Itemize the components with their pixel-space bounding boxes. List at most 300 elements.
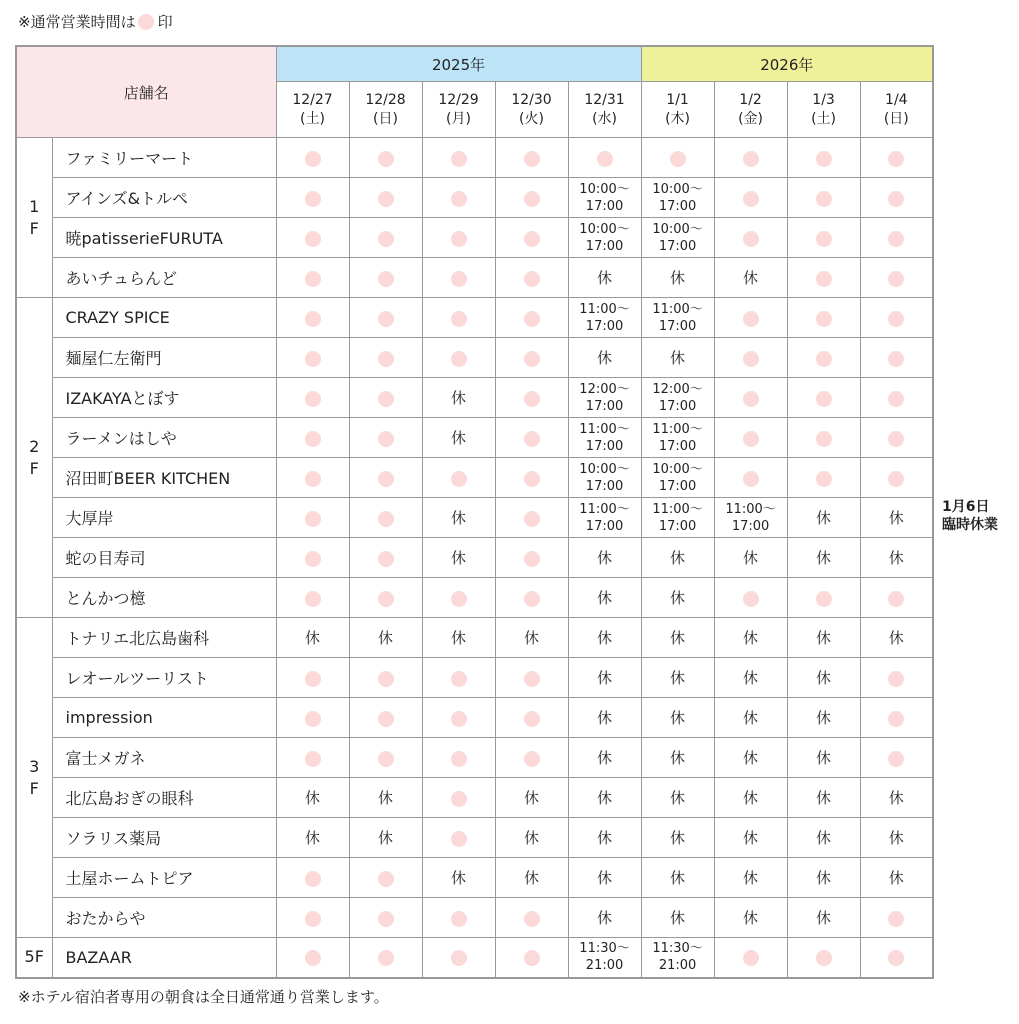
hours-cell: 10:00〜 17:00 <box>568 178 641 218</box>
schedule-cell <box>276 218 349 258</box>
schedule-cell <box>860 338 933 378</box>
schedule-cell <box>422 458 495 498</box>
closed-cell: 休 <box>714 538 787 578</box>
store-name: impression <box>52 698 276 738</box>
store-name: 蛇の目寿司 <box>52 538 276 578</box>
store-name: 麺屋仁左衛門 <box>52 338 276 378</box>
schedule-cell <box>714 178 787 218</box>
store-name: BAZAAR <box>52 938 276 978</box>
table-row <box>16 698 933 738</box>
floor-label: 1 F <box>16 138 52 298</box>
pink-circle-icon <box>451 151 467 167</box>
store-name: IZAKAYAとぼす <box>52 378 276 418</box>
closed-cell: 休 <box>641 898 714 938</box>
pink-circle-icon <box>816 271 832 287</box>
store-name: おたからや <box>52 898 276 938</box>
pink-circle-icon <box>378 671 394 687</box>
legend-note <box>18 9 173 35</box>
pink-circle-icon <box>378 711 394 727</box>
pink-circle-icon <box>743 391 759 407</box>
pink-circle-icon <box>451 671 467 687</box>
closed-cell: 休 <box>860 778 933 818</box>
store-name: アインズ&トルペ <box>52 178 276 218</box>
schedule-cell <box>860 138 933 178</box>
schedule-cell <box>349 498 422 538</box>
schedule-cell <box>276 458 349 498</box>
schedule-cell <box>276 538 349 578</box>
store-name: 富士メガネ <box>52 738 276 778</box>
schedule-cell <box>860 698 933 738</box>
table-row <box>16 658 933 698</box>
pink-circle-icon <box>378 471 394 487</box>
schedule-cell <box>422 578 495 618</box>
schedule-cell <box>422 258 495 298</box>
date-header <box>641 82 714 138</box>
table-row <box>16 778 933 818</box>
schedule-cell <box>568 138 641 178</box>
store-name: とんかつ檍 <box>52 578 276 618</box>
pink-circle-icon <box>378 950 394 966</box>
hours-cell: 10:00〜 17:00 <box>641 458 714 498</box>
closed-cell: 休 <box>641 658 714 698</box>
table-row <box>16 738 933 778</box>
floor-label: 2 F <box>16 298 52 618</box>
pink-circle-icon <box>138 14 154 30</box>
table-row <box>16 818 933 858</box>
closed-cell: 休 <box>568 618 641 658</box>
pink-circle-icon <box>451 191 467 207</box>
closed-cell: 休 <box>787 858 860 898</box>
hours-cell: 11:00〜 17:00 <box>568 418 641 458</box>
closed-cell: 休 <box>641 698 714 738</box>
schedule-cell <box>860 578 933 618</box>
table-row <box>16 178 933 218</box>
breakfast-note: ※ホテル宿泊者専用の朝食は全日通常通り営業します。 <box>18 988 389 1006</box>
pink-circle-icon <box>888 751 904 767</box>
closed-cell: 休 <box>422 618 495 658</box>
pink-circle-icon <box>888 950 904 966</box>
hours-cell: 12:00〜 17:00 <box>568 378 641 418</box>
floor-label: 3 F <box>16 618 52 938</box>
closed-cell: 休 <box>568 578 641 618</box>
schedule-cell <box>276 658 349 698</box>
schedule-cell <box>860 738 933 778</box>
pink-circle-icon <box>451 950 467 966</box>
pink-circle-icon <box>305 431 321 447</box>
closed-cell: 休 <box>568 738 641 778</box>
store-name: トナリエ北広島歯科 <box>52 618 276 658</box>
date-label: 1/2 <box>739 91 762 108</box>
schedule-cell <box>641 138 714 178</box>
pink-circle-icon <box>888 231 904 247</box>
closed-cell: 休 <box>568 818 641 858</box>
pink-circle-icon <box>451 751 467 767</box>
schedule-cell <box>495 738 568 778</box>
schedule-cell <box>349 338 422 378</box>
table-row <box>16 578 933 618</box>
closed-cell: 休 <box>860 858 933 898</box>
store-name-header: 店舗名 <box>16 46 276 138</box>
pink-circle-icon <box>524 471 540 487</box>
pink-circle-icon <box>524 351 540 367</box>
table-row <box>16 898 933 938</box>
closed-cell: 休 <box>349 618 422 658</box>
pink-circle-icon <box>816 151 832 167</box>
schedule-cell <box>787 378 860 418</box>
store-name: 大厚岸 <box>52 498 276 538</box>
schedule-cell <box>276 898 349 938</box>
schedule-cell <box>349 738 422 778</box>
pink-circle-icon <box>816 311 832 327</box>
holiday-schedule-table <box>15 45 934 979</box>
table-row <box>16 498 933 538</box>
closed-cell: 休 <box>568 898 641 938</box>
schedule-cell <box>714 338 787 378</box>
pink-circle-icon <box>524 591 540 607</box>
schedule-cell <box>276 698 349 738</box>
closed-cell: 休 <box>641 858 714 898</box>
schedule-cell <box>787 938 860 978</box>
pink-circle-icon <box>888 151 904 167</box>
schedule-cell <box>349 538 422 578</box>
store-name: CRAZY SPICE <box>52 298 276 338</box>
hours-cell: 12:00〜 17:00 <box>641 378 714 418</box>
schedule-cell <box>349 258 422 298</box>
closed-cell: 休 <box>860 538 933 578</box>
closed-cell: 休 <box>787 738 860 778</box>
store-name: あいチュらんど <box>52 258 276 298</box>
store-name: 北広島おぎの眼科 <box>52 778 276 818</box>
schedule-cell <box>714 378 787 418</box>
schedule-cell <box>787 458 860 498</box>
pink-circle-icon <box>305 911 321 927</box>
schedule-cell <box>714 578 787 618</box>
schedule-cell <box>422 178 495 218</box>
closed-cell: 休 <box>787 538 860 578</box>
pink-circle-icon <box>378 511 394 527</box>
hours-cell: 11:00〜 17:00 <box>641 418 714 458</box>
pink-circle-icon <box>743 311 759 327</box>
hours-cell: 10:00〜 17:00 <box>641 218 714 258</box>
day-label: (月) <box>446 110 471 127</box>
closed-cell: 休 <box>568 658 641 698</box>
side-note-temporary-closure: 1月6日 臨時休業 <box>942 499 998 533</box>
schedule-cell <box>349 658 422 698</box>
schedule-cell <box>495 138 568 178</box>
schedule-cell <box>787 138 860 178</box>
closed-cell: 休 <box>495 778 568 818</box>
schedule-cell <box>276 858 349 898</box>
closed-cell: 休 <box>568 778 641 818</box>
closed-cell: 休 <box>422 418 495 458</box>
table-row <box>16 378 933 418</box>
table-row <box>16 858 933 898</box>
pink-circle-icon <box>305 351 321 367</box>
hours-cell: 11:00〜 17:00 <box>714 498 787 538</box>
closed-cell: 休 <box>641 338 714 378</box>
schedule-cell <box>714 458 787 498</box>
pink-circle-icon <box>305 271 321 287</box>
schedule-cell <box>495 898 568 938</box>
pink-circle-icon <box>816 191 832 207</box>
pink-circle-icon <box>378 591 394 607</box>
closed-cell: 休 <box>422 378 495 418</box>
pink-circle-icon <box>816 351 832 367</box>
hours-cell: 11:30〜 21:00 <box>641 938 714 978</box>
pink-circle-icon <box>524 391 540 407</box>
closed-cell: 休 <box>714 618 787 658</box>
schedule-cell <box>860 938 933 978</box>
schedule-cell <box>495 178 568 218</box>
schedule-cell <box>860 178 933 218</box>
pink-circle-icon <box>305 671 321 687</box>
schedule-cell <box>276 378 349 418</box>
pink-circle-icon <box>524 911 540 927</box>
day-label: (土) <box>300 110 325 127</box>
closed-cell: 休 <box>787 498 860 538</box>
schedule-cell <box>860 898 933 938</box>
pink-circle-icon <box>524 511 540 527</box>
date-label: 12/30 <box>511 91 552 108</box>
table-header <box>16 46 933 138</box>
closed-cell: 休 <box>860 818 933 858</box>
pink-circle-icon <box>305 711 321 727</box>
schedule-cell <box>422 898 495 938</box>
date-header <box>714 82 787 138</box>
schedule-cell <box>787 578 860 618</box>
pink-circle-icon <box>451 471 467 487</box>
closed-cell: 休 <box>276 778 349 818</box>
pink-circle-icon <box>816 231 832 247</box>
pink-circle-icon <box>597 151 613 167</box>
date-label: 12/31 <box>584 91 625 108</box>
closed-cell: 休 <box>641 258 714 298</box>
closed-cell: 休 <box>714 778 787 818</box>
date-label: 12/28 <box>365 91 406 108</box>
pink-circle-icon <box>524 671 540 687</box>
schedule-cell <box>787 418 860 458</box>
pink-circle-icon <box>524 551 540 567</box>
schedule-cell <box>495 498 568 538</box>
closed-cell: 休 <box>641 738 714 778</box>
pink-circle-icon <box>378 271 394 287</box>
table-row <box>16 338 933 378</box>
schedule-cell <box>860 378 933 418</box>
table-row <box>16 538 933 578</box>
closed-cell: 休 <box>860 618 933 658</box>
day-label: (火) <box>519 110 544 127</box>
date-header <box>422 82 495 138</box>
schedule-cell <box>860 658 933 698</box>
table-row <box>16 458 933 498</box>
pink-circle-icon <box>670 151 686 167</box>
schedule-cell <box>714 138 787 178</box>
pink-circle-icon <box>378 551 394 567</box>
schedule-cell <box>495 938 568 978</box>
pink-circle-icon <box>378 351 394 367</box>
schedule-cell <box>495 418 568 458</box>
schedule-cell <box>276 498 349 538</box>
pink-circle-icon <box>451 711 467 727</box>
schedule-cell <box>349 458 422 498</box>
pink-circle-icon <box>305 950 321 966</box>
day-label: (日) <box>373 110 398 127</box>
pink-circle-icon <box>305 751 321 767</box>
schedule-cell <box>349 938 422 978</box>
pink-circle-icon <box>524 431 540 447</box>
schedule-cell <box>495 538 568 578</box>
schedule-cell <box>349 898 422 938</box>
schedule-cell <box>495 578 568 618</box>
pink-circle-icon <box>305 471 321 487</box>
closed-cell: 休 <box>568 698 641 738</box>
year-header: 2025年 <box>276 46 641 82</box>
date-label: 1/3 <box>812 91 835 108</box>
date-header <box>495 82 568 138</box>
hours-cell: 10:00〜 17:00 <box>641 178 714 218</box>
schedule-cell <box>349 418 422 458</box>
table-row <box>16 258 933 298</box>
day-label: (木) <box>665 110 691 127</box>
schedule-cell <box>714 418 787 458</box>
pink-circle-icon <box>888 431 904 447</box>
day-label: (土) <box>811 110 837 127</box>
closed-cell: 休 <box>641 618 714 658</box>
pink-circle-icon <box>888 671 904 687</box>
schedule-cell <box>349 298 422 338</box>
closed-cell: 休 <box>349 778 422 818</box>
pink-circle-icon <box>305 391 321 407</box>
pink-circle-icon <box>451 271 467 287</box>
day-label: (水) <box>592 110 617 127</box>
schedule-cell <box>714 218 787 258</box>
hours-cell: 10:00〜 17:00 <box>568 458 641 498</box>
schedule-cell <box>422 658 495 698</box>
pink-circle-icon <box>378 751 394 767</box>
date-header <box>860 82 933 138</box>
schedule-cell <box>349 178 422 218</box>
closed-cell: 休 <box>349 818 422 858</box>
pink-circle-icon <box>378 311 394 327</box>
day-label: (金) <box>738 110 764 127</box>
schedule-cell <box>495 658 568 698</box>
pink-circle-icon <box>888 351 904 367</box>
closed-cell: 休 <box>568 538 641 578</box>
closed-cell: 休 <box>714 738 787 778</box>
pink-circle-icon <box>816 431 832 447</box>
schedule-cell <box>349 378 422 418</box>
pink-circle-icon <box>378 231 394 247</box>
pink-circle-icon <box>305 231 321 247</box>
pink-circle-icon <box>524 191 540 207</box>
day-label: (日) <box>883 110 909 127</box>
pink-circle-icon <box>524 311 540 327</box>
pink-circle-icon <box>451 231 467 247</box>
pink-circle-icon <box>451 831 467 847</box>
schedule-cell <box>422 778 495 818</box>
floor-label: 5F <box>16 938 52 978</box>
schedule-cell <box>276 298 349 338</box>
schedule-cell <box>276 138 349 178</box>
closed-cell: 休 <box>276 618 349 658</box>
closed-cell: 休 <box>714 258 787 298</box>
pink-circle-icon <box>816 391 832 407</box>
date-label: 12/29 <box>438 91 479 108</box>
closed-cell: 休 <box>495 618 568 658</box>
closed-cell: 休 <box>714 898 787 938</box>
schedule-cell <box>495 218 568 258</box>
pink-circle-icon <box>378 871 394 887</box>
date-header <box>276 82 349 138</box>
schedule-cell <box>349 578 422 618</box>
schedule-cell <box>422 218 495 258</box>
store-name: ソラリス薬局 <box>52 818 276 858</box>
pink-circle-icon <box>451 351 467 367</box>
closed-cell: 休 <box>568 338 641 378</box>
closed-cell: 休 <box>422 538 495 578</box>
pink-circle-icon <box>524 151 540 167</box>
schedule-cell <box>276 938 349 978</box>
schedule-cell <box>495 298 568 338</box>
hours-cell: 10:00〜 17:00 <box>568 218 641 258</box>
pink-circle-icon <box>743 471 759 487</box>
schedule-cell <box>349 858 422 898</box>
closed-cell: 休 <box>495 818 568 858</box>
table-row <box>16 218 933 258</box>
closed-cell: 休 <box>787 618 860 658</box>
closed-cell: 休 <box>641 538 714 578</box>
schedule-cell <box>422 298 495 338</box>
closed-cell: 休 <box>276 818 349 858</box>
pink-circle-icon <box>888 391 904 407</box>
schedule-cell <box>422 698 495 738</box>
pink-circle-icon <box>743 351 759 367</box>
pink-circle-icon <box>888 711 904 727</box>
pink-circle-icon <box>451 311 467 327</box>
pink-circle-icon <box>451 791 467 807</box>
store-name: 沼田町BEER KITCHEN <box>52 458 276 498</box>
schedule-cell <box>276 418 349 458</box>
schedule-cell <box>714 298 787 338</box>
schedule-cell <box>860 298 933 338</box>
schedule-cell <box>495 698 568 738</box>
schedule-cell <box>495 378 568 418</box>
pink-circle-icon <box>305 151 321 167</box>
closed-cell: 休 <box>422 498 495 538</box>
pink-circle-icon <box>305 871 321 887</box>
table-row <box>16 298 933 338</box>
hours-cell: 11:00〜 17:00 <box>641 498 714 538</box>
closed-cell: 休 <box>860 498 933 538</box>
closed-cell: 休 <box>787 778 860 818</box>
pink-circle-icon <box>305 311 321 327</box>
schedule-cell <box>495 258 568 298</box>
schedule-cell <box>276 578 349 618</box>
schedule-cell <box>787 298 860 338</box>
pink-circle-icon <box>524 711 540 727</box>
pink-circle-icon <box>888 191 904 207</box>
schedule-cell <box>276 178 349 218</box>
table-row <box>16 418 933 458</box>
schedule-cell <box>422 818 495 858</box>
schedule-cell <box>422 338 495 378</box>
pink-circle-icon <box>305 191 321 207</box>
closed-cell: 休 <box>787 898 860 938</box>
pink-circle-icon <box>378 191 394 207</box>
date-label: 12/27 <box>292 91 333 108</box>
closed-cell: 休 <box>714 658 787 698</box>
store-name: 土屋ホームトピア <box>52 858 276 898</box>
